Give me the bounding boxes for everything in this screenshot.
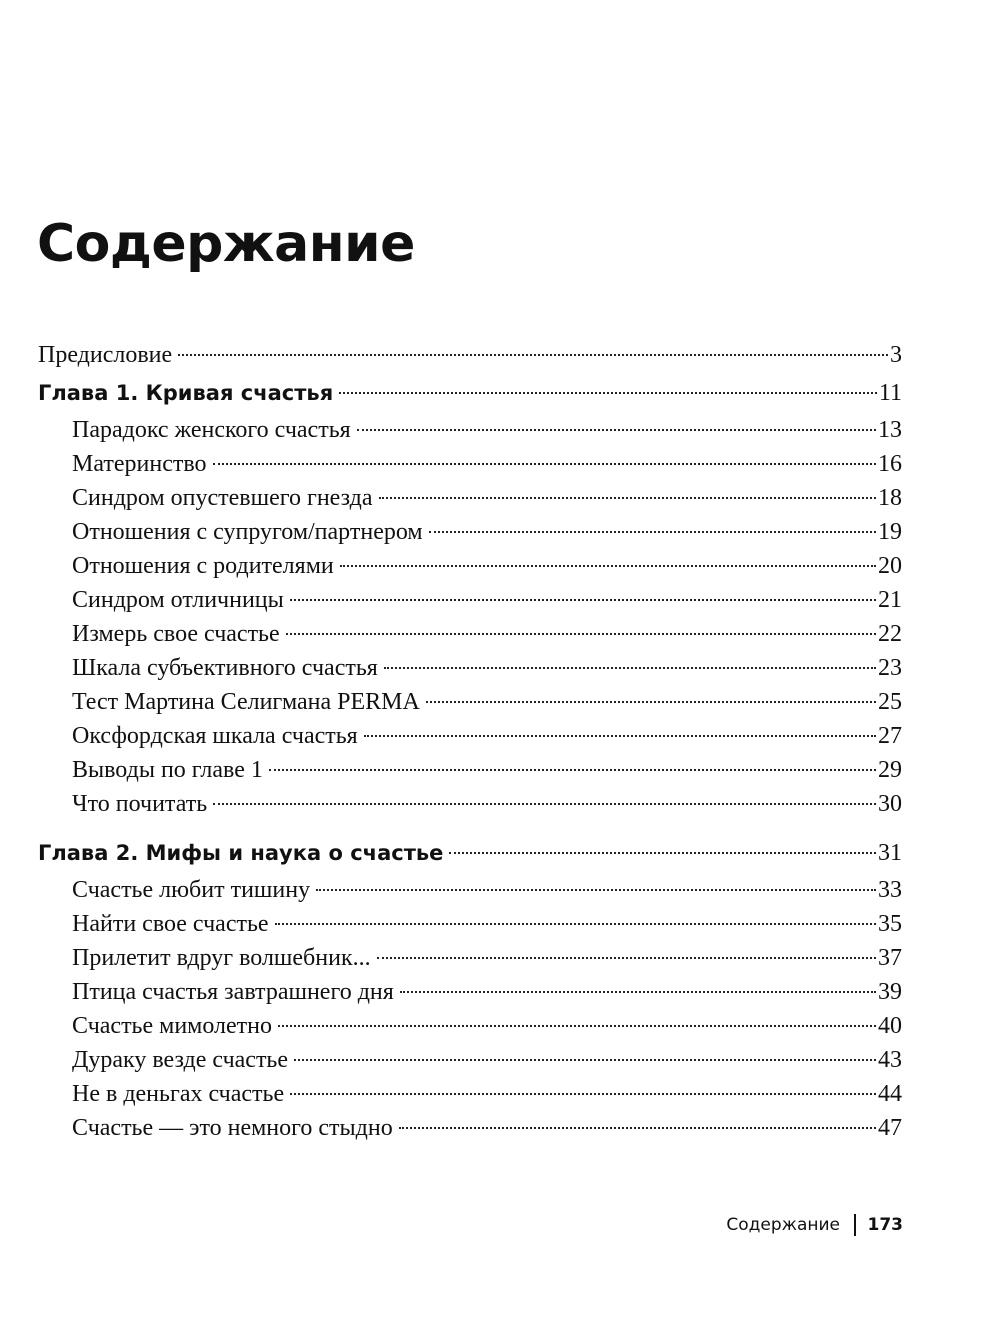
toc-entry-page: 40 — [878, 1013, 902, 1039]
toc-entry-row — [38, 753, 902, 787]
toc-dot-leader — [357, 429, 876, 431]
toc-entry-row — [38, 941, 902, 975]
toc-entry-title: Материнство — [72, 451, 207, 477]
toc-entry-title: Синдром отличницы — [72, 587, 284, 613]
toc-chapter-row — [38, 833, 902, 873]
toc-entry-page: 16 — [878, 451, 902, 477]
toc-dot-leader — [294, 1059, 876, 1061]
toc-entry-title: Предисловие — [38, 342, 173, 368]
toc-chapter-row — [38, 373, 902, 413]
toc-entry-title: Глава 1. Кривая счастья — [38, 381, 334, 405]
toc-entry-title: Прилетит вдруг волшебник... — [72, 945, 371, 971]
toc-entry-page: 29 — [878, 757, 902, 783]
toc-entry-row — [38, 481, 902, 515]
footer-page-number: 173 — [867, 1215, 903, 1235]
toc-entry-title: Глава 2. Мифы и наука о счастье — [38, 841, 444, 865]
toc-dot-leader — [449, 852, 876, 854]
toc-entry-title: Счастье любит тишину — [72, 877, 311, 903]
toc-dot-leader — [364, 735, 876, 737]
page-footer — [726, 1214, 903, 1236]
toc-entry-page: 22 — [878, 621, 902, 647]
toc-entry-page: 37 — [878, 945, 902, 971]
toc-entry-page: 44 — [878, 1081, 902, 1107]
toc-dot-leader — [269, 769, 876, 771]
footer-separator — [854, 1214, 856, 1236]
toc-entry-page: 11 — [878, 380, 902, 406]
toc-entry-page: 47 — [878, 1115, 902, 1141]
toc-entry-title: Птица счастья завтрашнего дня — [72, 979, 394, 1005]
toc-entry-page: 13 — [878, 417, 902, 443]
toc-entry-title: Счастье мимолетно — [72, 1013, 273, 1039]
toc-dot-leader — [178, 354, 888, 356]
toc-dot-leader — [213, 803, 876, 805]
toc-entry-page: 25 — [878, 689, 902, 715]
toc-entry-row — [38, 617, 902, 651]
toc-entry-row — [38, 1077, 902, 1111]
page-title: Содержание — [37, 214, 415, 274]
toc-entry-row — [38, 549, 902, 583]
toc-dot-leader — [316, 889, 876, 891]
toc-entry-title: Отношения с родителями — [72, 553, 334, 579]
toc-dot-leader — [426, 701, 876, 703]
toc-dot-leader — [290, 599, 876, 601]
toc-dot-leader — [400, 991, 876, 993]
toc-entry-row — [38, 413, 902, 447]
toc-entry-title: Дураку везде счастье — [72, 1047, 289, 1073]
toc-entry-page: 43 — [878, 1047, 902, 1073]
toc-entry-title: Найти свое счастье — [72, 911, 269, 937]
toc-entry-row — [38, 337, 902, 373]
toc-entry-title: Что почитать — [72, 791, 208, 817]
toc-dot-leader — [340, 565, 876, 567]
toc-entry-row — [38, 651, 902, 685]
toc-dot-leader — [290, 1093, 876, 1095]
toc-entry-title: Не в деньгах счастье — [72, 1081, 285, 1107]
toc-entry-title: Тест Мартина Селигмана PERMA — [72, 689, 420, 715]
toc-entry-page: 19 — [878, 519, 902, 545]
toc-entry-page: 21 — [878, 587, 902, 613]
footer-section-label: Содержание — [726, 1215, 840, 1235]
toc-dot-leader — [399, 1127, 876, 1129]
toc-entry-title: Оксфордская шкала счастья — [72, 723, 358, 749]
toc-entry-page: 35 — [878, 911, 902, 937]
toc-entry-page: 30 — [878, 791, 902, 817]
toc-entry-title: Отношения с супругом/партнером — [72, 519, 423, 545]
toc-dot-leader — [429, 531, 876, 533]
toc-entry-title: Парадокс женского счастья — [72, 417, 351, 443]
toc-entry-row — [38, 719, 902, 753]
table-of-contents — [38, 337, 902, 1145]
toc-entry-row — [38, 1111, 902, 1145]
toc-entry-row — [38, 787, 902, 821]
toc-entry-title: Счастье — это немного стыдно — [72, 1115, 393, 1141]
toc-entry-row — [38, 447, 902, 481]
toc-entry-page: 23 — [878, 655, 902, 681]
toc-dot-leader — [379, 497, 876, 499]
toc-dot-leader — [278, 1025, 876, 1027]
toc-entry-page: 3 — [890, 342, 902, 368]
toc-dot-leader — [377, 957, 876, 959]
toc-entry-title: Выводы по главе 1 — [72, 757, 263, 783]
toc-entry-title: Измерь свое счастье — [72, 621, 280, 647]
toc-entry-row — [38, 907, 902, 941]
toc-dot-leader — [384, 667, 876, 669]
toc-entry-page: 39 — [878, 979, 902, 1005]
toc-entry-row — [38, 975, 902, 1009]
toc-entry-title: Шкала субъективного счастья — [72, 655, 378, 681]
toc-entry-row — [38, 685, 902, 719]
toc-entry-row — [38, 515, 902, 549]
toc-dot-leader — [286, 633, 876, 635]
toc-dot-leader — [339, 392, 877, 394]
toc-entry-page: 33 — [878, 877, 902, 903]
toc-entry-row — [38, 1009, 902, 1043]
toc-entry-page: 27 — [878, 723, 902, 749]
toc-dot-leader — [275, 923, 876, 925]
toc-entry-page: 18 — [878, 485, 902, 511]
toc-entry-row — [38, 1043, 902, 1077]
toc-entry-title: Синдром опустевшего гнезда — [72, 485, 373, 511]
toc-entry-row — [38, 583, 902, 617]
toc-entry-page: 20 — [878, 553, 902, 579]
toc-dot-leader — [213, 463, 876, 465]
toc-entry-page: 31 — [878, 840, 902, 866]
toc-entry-row — [38, 873, 902, 907]
